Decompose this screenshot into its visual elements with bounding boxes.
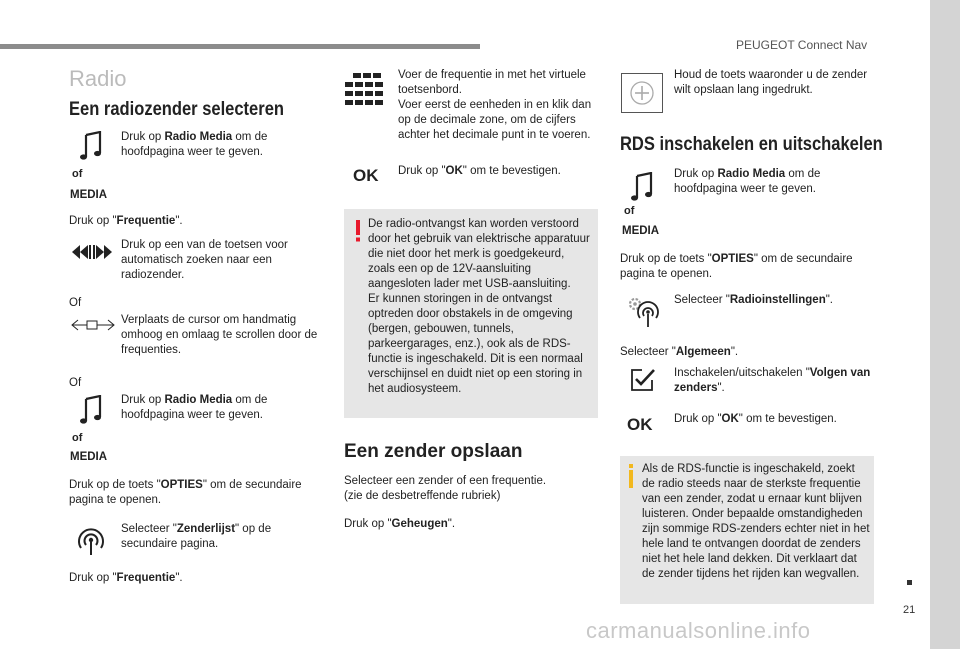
- heading-select-station: Een radiozender selecteren: [69, 99, 284, 120]
- heading-rds: RDS inschakelen en uitschakelen: [620, 134, 883, 155]
- step-options: Druk op de toets "OPTIES" om de secundaire pagina te openen.: [69, 479, 302, 506]
- ok-icon: OK: [353, 166, 379, 185]
- info-icon: [628, 464, 635, 488]
- heading-save-station: Een zender opslaan: [344, 441, 523, 462]
- brand-header: PEUGEOT Connect Nav: [736, 38, 868, 52]
- step-station-list: Selecteer "Zenderlijst" op de secundaire pagina.: [121, 523, 272, 550]
- info-note: [620, 456, 874, 604]
- station-list-icon: [76, 527, 106, 557]
- page-edge-bar: [930, 0, 960, 649]
- step-frequency: Druk op "Frequentie".: [69, 215, 183, 227]
- step-memory: Druk op "Geheugen".: [344, 518, 456, 530]
- step-virtual-keyboard: Voer de frequentie in met het virtuele toetsenbord. Voer eerst de eenheden in en klik dan op de decimale zone, om de cijfers achter het decimale punt in te voeren.: [398, 69, 592, 141]
- step-frequency-2: Druk op "Frequentie".: [69, 572, 183, 584]
- step-options-2: Druk op de toets "OPTIES" om de secundaire pagina te openen.: [620, 253, 853, 280]
- step-confirm-ok-2: Druk op "OK" om te bevestigen.: [674, 413, 837, 425]
- keypad-icon: [345, 73, 385, 105]
- radio-settings-icon: [626, 296, 662, 328]
- header-rule: [0, 44, 480, 49]
- media-button-icon: [69, 392, 115, 470]
- warning-note: [344, 209, 598, 418]
- step-auto-seek: Druk op een van de toetsen voor automatisch zoeken naar een radiozender.: [121, 239, 288, 281]
- step-radio-media-3: Druk op Radio Media om de hoofdpagina weer te geven.: [674, 168, 821, 195]
- frequency-slider-icon: [70, 318, 116, 332]
- icon-media-label: MEDIA: [70, 451, 108, 463]
- checkbox-icon: [630, 368, 656, 392]
- step-confirm-ok: Druk op "OK" om te bevestigen.: [398, 165, 561, 177]
- music-note-icon: [630, 172, 656, 202]
- step-radio-media-2: Druk op Radio Media om de hoofdpagina weer te geven.: [121, 394, 268, 421]
- step-radio-settings: Selecteer "Radioinstellingen".: [674, 294, 833, 306]
- step-select-station: Selecteer een zender of een frequentie. (zie de desbetreffende rubriek): [344, 475, 547, 502]
- info-text: Als de RDS-functie is ingeschakeld, zoekt de radio steeds naar de sterkste frequentie van een zender, zodat u ernaar kunt blijven luisteren. Onder bepaalde omstandigheden zijn sommige RDS-zenders echter niet in het hele land te ontvangen doordat de zenders niet het hele land dekken. Dit verklaart dat de zender tijdens het rijden kan wegvallen.: [642, 463, 870, 580]
- step-manual-scroll: Verplaats de cursor om handmatig omhoog en omlaag te scrollen door de frequenties.: [121, 314, 318, 356]
- icon-of-label: of: [624, 205, 635, 217]
- media-button-icon: [620, 169, 666, 247]
- seek-buttons-icon: [70, 244, 114, 260]
- icon-media-label: MEDIA: [70, 189, 108, 201]
- step-general: Selecteer "Algemeen".: [620, 346, 739, 358]
- page-title: Radio: [69, 66, 127, 91]
- music-note-icon: [79, 131, 105, 161]
- or-label-2: Of: [69, 377, 82, 389]
- watermark: carmanualsonline.info: [586, 618, 811, 643]
- or-label-1: Of: [69, 297, 82, 309]
- page-number: 21: [903, 604, 916, 616]
- warning-exclamation-icon: [354, 220, 362, 242]
- icon-media-label: MEDIA: [622, 225, 660, 237]
- step-follow-stations: Inschakelen/uitschakelen "Volgen van zenders".: [674, 367, 871, 394]
- warning-text: De radio-ontvangst kan worden verstoord door het gebruik van elektrische apparatuur die niet door het merk is goedgekeurd, zoals een op de 12V-aansluiting aangesloten lader met USB-aansluiting. Er kunnen storingen in de ontvangst optreden door obstakels in de omgeving (bergen, gebouwen, tunnels, parkeergarages, enz.), ook als de RDS-functie is ingeschakeld. Dit is een normaal verschijnsel en duidt niet op een storing in het audiosysteem.: [368, 218, 590, 395]
- continuation-marker: [907, 580, 912, 585]
- music-note-icon: [79, 395, 105, 425]
- ok-icon: OK: [627, 415, 653, 434]
- step-radio-media: Druk op Radio Media om de hoofdpagina weer te geven.: [121, 131, 268, 158]
- icon-of-label: of: [72, 168, 83, 180]
- step-long-press: Houd de toets waaronder u de zender wilt opslaan lang ingedrukt.: [674, 69, 868, 96]
- media-button-icon: [69, 128, 115, 206]
- icon-of-label: of: [72, 432, 83, 444]
- preset-add-icon: [621, 73, 663, 113]
